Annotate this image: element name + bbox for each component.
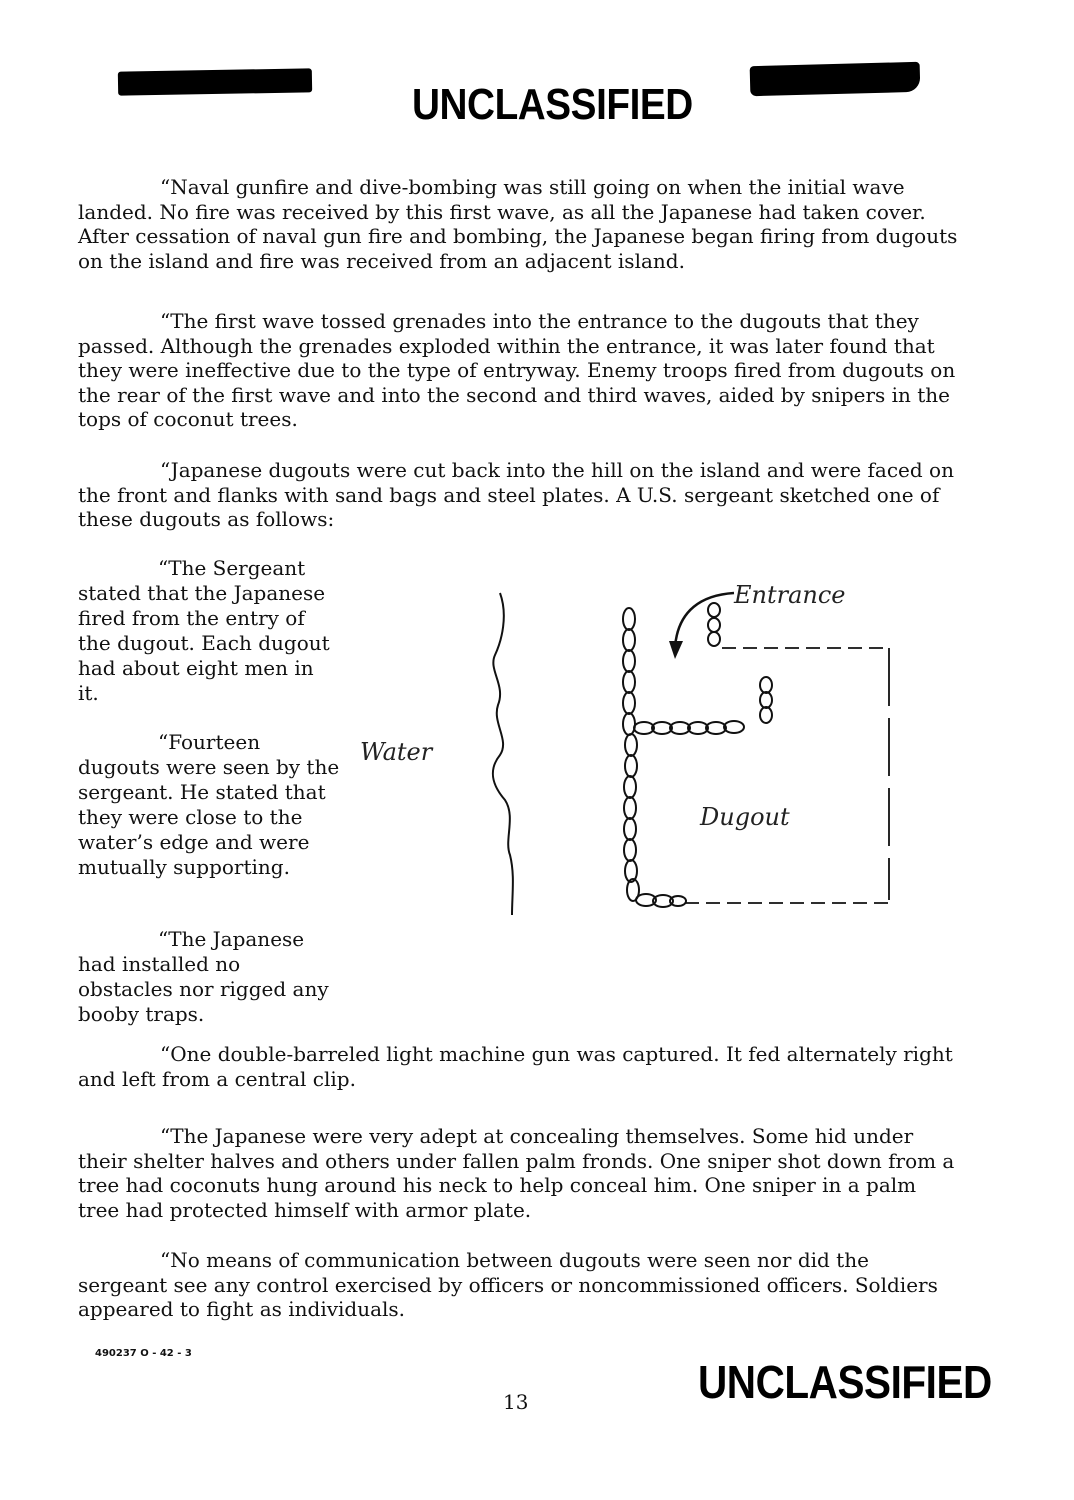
paragraph-dugouts: “Japanese dugouts were cut back into the hill on the island and were faced on the front and flanks with sand bags and steel plates. A U.S. sergeant sketched one of these dugouts as follows:: [78, 458, 954, 531]
side-paragraph-sergeant: “The Sergeant stated that the Japanese fired from the entry of the dugout. Each dugout had about eight men in it.: [78, 556, 330, 705]
paragraph-communication: “No means of communication between dugouts were seen nor did the sergeant see any control exercised by officers or noncommissioned officers. Soldiers appeared to fight as individuals.: [78, 1248, 938, 1321]
side-paragraph-fourteen-dugouts: “Fourteen dugouts were seen by the sergeant. He stated that they were close to the water’s edge and were mutually supporting.: [78, 730, 340, 879]
paragraph-first-wave: “The first wave tossed grenades into the entrance to the dugouts that they passed. Although the grenades exploded within the entrance, it was later found that they were ineffective due to the type of entryway. Enemy troops fired from dugouts on the rear of the first wave and into the second and third waves, aided by snipers in the tops of coconut trees.: [78, 309, 956, 431]
paragraph-naval-gunfire: “Naval gunfire and dive-bombing was still going on when the initial wave landed. No fire was received by this first wave, as all the Japanese had taken cover. After cessation of naval gun fire and bombing, the Japanese began firing from dugouts on the island and fire was received from an adjacent island.: [78, 175, 958, 273]
entrance-arrow-head: [669, 641, 683, 659]
dugout-outline: [685, 648, 889, 903]
page-number: 13: [503, 1390, 529, 1414]
side-paragraph-no-obstacles: “The Japanese had installed no obstacles nor rigged any booby traps.: [78, 927, 329, 1026]
paragraph-machine-gun: “One double-barreled light machine gun was captured. It fed alternately right and left from a central clip.: [78, 1042, 953, 1091]
paragraph-concealment: “The Japanese were very adept at concealing themselves. Some hid under their shelter halves and others under fallen palm fronds. One sniper shot down from a tree had coconuts hung around his neck to help conceal him. One sniper in a palm tree had protected himself with armor plate.: [78, 1124, 955, 1222]
classification-stamp-top: UNCLASSIFIED: [412, 80, 693, 129]
dugout-sketch: [340, 555, 920, 925]
water-label: Water: [360, 738, 433, 766]
redaction-mark-right: [750, 62, 921, 96]
dugout-label: Dugout: [700, 803, 790, 831]
entrance-arrow: [675, 593, 734, 647]
entrance-label: Entrance: [734, 581, 846, 609]
shoreline-line: [493, 593, 513, 915]
print-code: 490237 O - 42 - 3: [95, 1348, 192, 1359]
classification-stamp-bottom: UNCLASSIFIED: [698, 1356, 992, 1408]
redaction-mark-left: [118, 68, 312, 95]
